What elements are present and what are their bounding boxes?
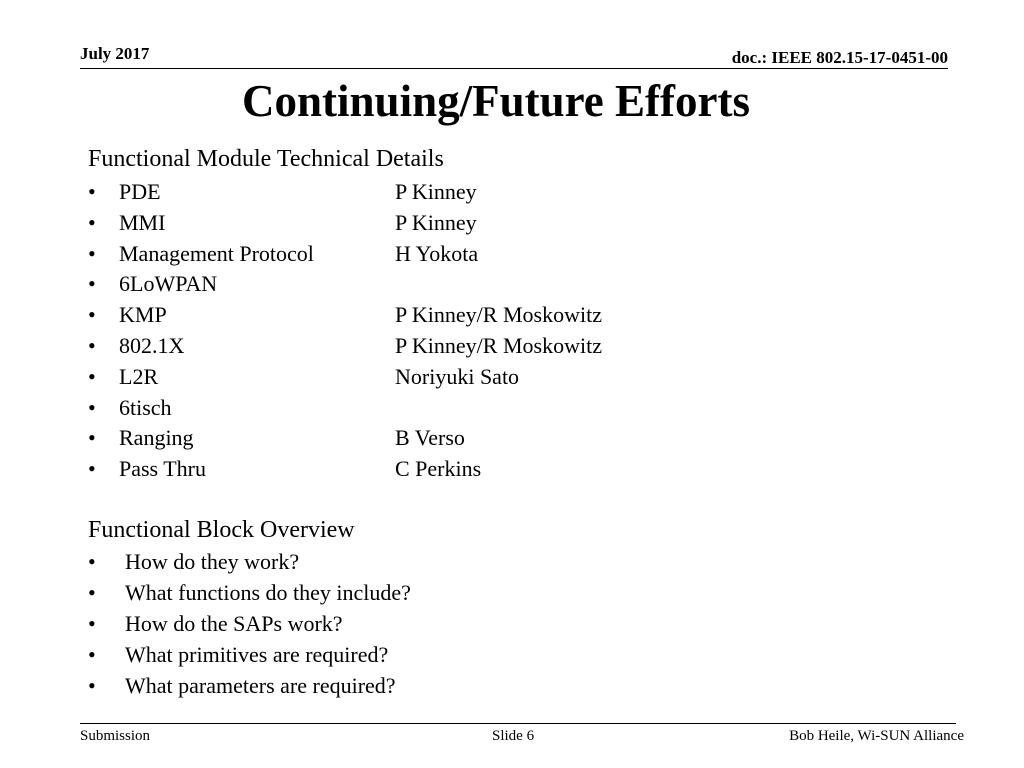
module-owner: Noriyuki Sato <box>395 363 520 389</box>
footer-divider <box>80 723 956 724</box>
footer-slide-number: Slide 6 <box>492 728 535 744</box>
module-label: 802.1X <box>119 332 185 358</box>
bullet-icon: • <box>88 271 96 297</box>
bullet-icon: • <box>88 240 96 266</box>
module-label: Ranging <box>119 425 194 451</box>
header-date: July 2017 <box>80 44 150 63</box>
module-label: MMI <box>119 209 166 235</box>
module-label: 6LoWPAN <box>119 271 218 297</box>
bullet-icon: • <box>88 179 96 204</box>
overview-question: What primitives are required? <box>125 642 389 667</box>
overview-question: How do the SAPs work? <box>125 611 343 636</box>
module-label: Pass Thru <box>119 456 206 482</box>
module-label: PDE <box>119 179 161 204</box>
bullet-icon: • <box>88 425 96 451</box>
bullet-icon: • <box>88 549 96 574</box>
bullet-icon: • <box>88 209 96 235</box>
overview-question: What parameters are required? <box>125 673 396 698</box>
overview-question: What functions do they include? <box>125 580 411 605</box>
bullet-icon: • <box>88 456 96 482</box>
module-owner: P Kinney/R Moskowitz <box>395 302 602 328</box>
module-label: L2R <box>119 363 159 389</box>
bullet-icon: • <box>88 394 96 420</box>
bullet-icon: • <box>88 302 96 328</box>
overview-question: How do they work? <box>125 549 300 574</box>
bullet-icon: • <box>88 642 96 667</box>
overview-heading: Functional Block Overview <box>88 517 355 543</box>
module-owner: P Kinney <box>395 179 477 204</box>
slide-title: Continuing/Future Efforts <box>242 76 750 126</box>
header-divider <box>80 68 948 69</box>
module-label: KMP <box>119 302 167 328</box>
module-owner: H Yokota <box>395 240 479 266</box>
module-label: 6tisch <box>119 394 172 420</box>
module-label: Management Protocol <box>119 240 314 266</box>
module-owner: C Perkins <box>395 456 482 482</box>
bullet-icon: • <box>88 580 96 605</box>
footer-submission: Submission <box>80 728 151 744</box>
modules-heading: Functional Module Technical Details <box>88 146 444 172</box>
footer-author: Bob Heile, Wi-SUN Alliance <box>789 728 964 744</box>
bullet-icon: • <box>88 673 96 698</box>
module-owner: P Kinney/R Moskowitz <box>395 332 602 358</box>
bullet-icon: • <box>88 611 96 636</box>
module-owner: P Kinney <box>395 209 477 235</box>
module-owner: B Verso <box>395 425 465 451</box>
header-doc-id: doc.: IEEE 802.15-17-0451-00 <box>731 48 948 67</box>
bullet-icon: • <box>88 332 96 358</box>
bullet-icon: • <box>88 363 96 389</box>
